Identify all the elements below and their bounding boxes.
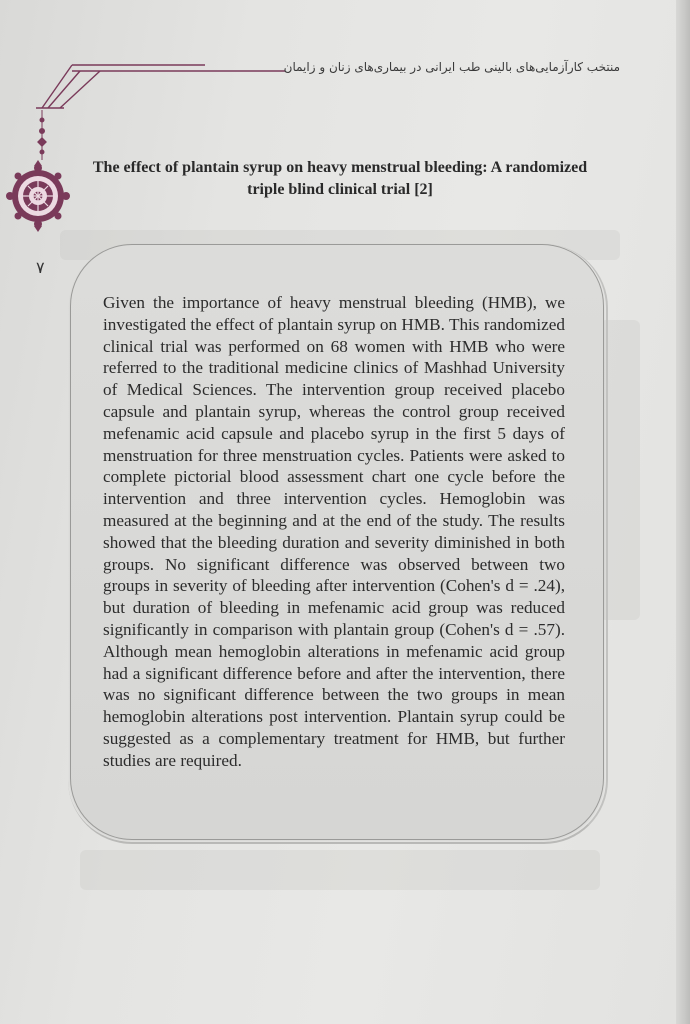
- persian-medallion-icon: [6, 160, 70, 232]
- page-number: ۷: [36, 258, 45, 277]
- article-title: The effect of plantain syrup on heavy menstrual bleeding: A randomized triple blind clinical trial [2]: [92, 159, 588, 198]
- abstract-text: Given the importance of heavy menstrual bleeding (HMB), we investigated the effect of plantain syrup on HMB. This randomized clinical trial was performed on 68 women with HMB who were referred to the traditional medicine clinics of Mashhad University of Medical Sciences. The intervention group received placebo capsule and plantain syrup, whereas the control group received mefenamic acid capsule and placebo syrup in the first 5 days of menstruation for three menstruation cycles. Patients were asked to complete pictorial blood assessment chart one cycle before the intervention and three intervention cycles. Hemoglobin was measured at the beginning and at the end of the study. The results showed that the bleeding duration and severity diminished in both groups. No significant difference was observed between two groups in severity of bleeding after intervention (Cohen's d = .24), but duration of bleeding in mefenamic acid group was reduced significantly in comparison with plantain group (Cohen's d = .57). Although mean hemoglobin alterations in mefenamic acid group had a significant difference before and after the intervention, there was no significant difference between the two groups in mean hemoglobin alterations post intervention. Plantain syrup could be suggested as a complementary treatment for HMB, but further studies are required.: [103, 293, 565, 770]
- running-header: منتخب کارآزمایی‌های بالینی طب ایرانی در بیماری‌های زنان و زایمان: [283, 60, 620, 74]
- bleed-through-shadow: [80, 850, 600, 890]
- page-binding-edge: [676, 0, 690, 1024]
- header-ornament: [0, 0, 690, 260]
